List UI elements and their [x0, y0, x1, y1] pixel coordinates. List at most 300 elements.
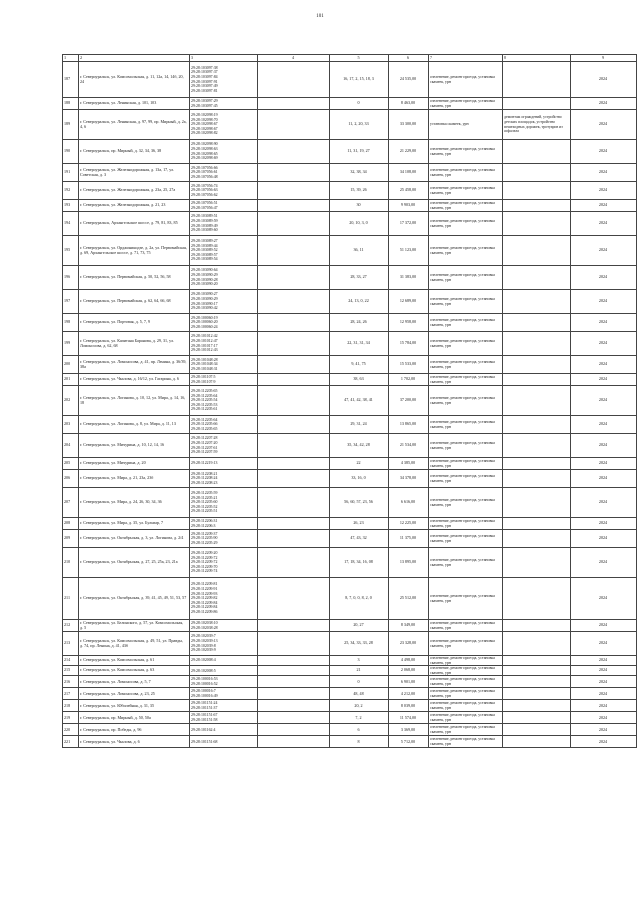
works-cell: озеленение, ремонт проезда, установка скамеек, урн [428, 620, 502, 632]
cadastral-cell [189, 470, 257, 488]
cadastral-number: 29:28:107056:63 [191, 188, 218, 193]
other-works-cell [502, 688, 570, 700]
row-number: 200 [63, 356, 79, 374]
row-number: 217 [63, 688, 79, 700]
lots-cell: 8 [329, 736, 388, 748]
lots-cell: 28, 33, 27 [329, 266, 388, 290]
cadastral-cell [189, 332, 257, 356]
address-cell: г. Североуральск, ул. Ломоносова, д. 23, 25 [78, 688, 189, 700]
cadastral-number: 29:28:112209:81 [191, 582, 218, 587]
lots-cell: 33, 16, 0 [329, 470, 388, 488]
other-works-cell [502, 290, 570, 314]
table-row [63, 518, 637, 530]
works-cell: установка скамеек, урн [428, 110, 502, 140]
lots-cell: 0 [329, 98, 388, 110]
cadastral-number: 29:28:102098:69 [191, 156, 218, 161]
row-number: 206 [63, 470, 79, 488]
area-cell: 4 385,00 [388, 458, 428, 470]
empty-cell [257, 666, 329, 676]
area-cell: 1 702,00 [388, 374, 428, 386]
other-works-cell [502, 314, 570, 332]
address-cell: г. Североуральск, пр. Победы, д. 96 [78, 724, 189, 736]
area-cell: 12 689,00 [388, 290, 428, 314]
year-cell: 2024 [570, 332, 636, 356]
cadastral-number: 29:28:100016:7 [191, 689, 216, 694]
area-cell: 23 328,00 [388, 632, 428, 656]
year-cell: 2024 [570, 314, 636, 332]
row-number: 208 [63, 518, 79, 530]
works-cell: озеленение, ремонт проезда, установка скамеек, урн [428, 676, 502, 688]
cadastral-number: 29:28:112205:51 [191, 509, 218, 514]
lots-cell: 3 [329, 656, 388, 666]
improvement-table [62, 54, 637, 748]
cadastral-cell [189, 712, 257, 724]
area-cell: 24 535,00 [388, 62, 428, 98]
empty-cell [257, 688, 329, 700]
address-cell: г. Североуральск, ул. Октябрьская, д. 3, ул. Логинова, д. 2/4 [78, 530, 189, 548]
empty-cell [257, 470, 329, 488]
address-cell: г. Североуральск, ул. Мира, д. 35, ул. Бульвар, 7 [78, 518, 189, 530]
empty-cell [257, 182, 329, 200]
other-works-cell [502, 458, 570, 470]
area-cell: 25 458,00 [388, 182, 428, 200]
lots-cell: 8, 7, 0, 0, 8, 2, 0 [329, 578, 388, 620]
address-cell: г. Североуральск, ул. Октябрьская, д. 39, 41, 45, 49, 51, 53, 57 [78, 578, 189, 620]
table-row [63, 470, 637, 488]
cadastral-number: 29:28:112209:93 [191, 591, 218, 596]
empty-cell [257, 140, 329, 164]
cadastral-cell [189, 62, 257, 98]
area-cell: 8 349,00 [388, 620, 428, 632]
area-cell: 13 865,00 [388, 416, 428, 434]
works-cell: озеленение, ремонт проезда, установка скамеек, урн [428, 488, 502, 518]
cadastral-number: 29:28:102098:63 [191, 146, 218, 151]
cadastral-number: 29:28:107056:47 [191, 205, 218, 210]
other-works-cell [502, 374, 570, 386]
cadastral-number: 29:28:112205:65 [191, 426, 218, 431]
empty-cell [257, 700, 329, 712]
empty-cell [257, 712, 329, 724]
cadastral-number: 29:28:107056:48 [191, 174, 218, 179]
lots-cell: 9, 41, 75 [329, 356, 388, 374]
cadastral-number: 29:28:112205:64 [191, 393, 218, 398]
empty-cell [257, 212, 329, 236]
row-number: 207 [63, 488, 79, 518]
lots-cell: 32, 38, 34 [329, 164, 388, 182]
works-cell: озеленение, ремонт проезда, установка скамеек, урн [428, 712, 502, 724]
cadastral-cell [189, 110, 257, 140]
cadastral-number: 29:28:101107:5 [191, 374, 216, 379]
cadastral-number: 29:28:101012:42 [191, 334, 218, 339]
cadastral-number: 29:28:112205:54 [191, 398, 218, 403]
row-number: 187 [63, 62, 79, 98]
cadastral-number: 29:28:112205:53 [191, 402, 218, 407]
works-cell: озеленение, ремонт проезда, установка скамеек, урн [428, 212, 502, 236]
cadastral-cell [189, 666, 257, 676]
cadastral-number: 29:28:102098:67 [191, 126, 218, 131]
other-works-cell [502, 236, 570, 266]
empty-cell [257, 620, 329, 632]
row-number: 205 [63, 458, 79, 470]
works-cell: озеленение, ремонт проезда, установка скамеек, урн [428, 736, 502, 748]
cadastral-number: 29:28:100060:24 [191, 324, 218, 329]
row-number: 218 [63, 700, 79, 712]
address-cell: г. Североуральск, ул. Комсомольская, д. 61 [78, 656, 189, 666]
address-cell: г. Североуральск, ул. Железнодорожная, д. 21, 23 [78, 200, 189, 212]
cadastral-number: 29:28:112205:59 [191, 490, 218, 495]
other-works-cell [502, 548, 570, 578]
lots-cell: 11, 31, 19, 27 [329, 140, 388, 164]
address-cell: г. Североуральск, ул. Капитана Баранова, д. 29, 31, ул. Ломоносова, д. 62, 68 [78, 332, 189, 356]
table-row [63, 700, 637, 712]
year-cell: 2024 [570, 182, 636, 200]
row-number: 195 [63, 236, 79, 266]
lots-cell: 16, 17, 2, 15, 18, 3 [329, 62, 388, 98]
cadastral-number: 29:28:107056:74 [191, 183, 218, 188]
other-works-cell [502, 98, 570, 110]
year-cell: 2024 [570, 688, 636, 700]
year-cell: 2024 [570, 98, 636, 110]
lots-cell: 15, 39, 26 [329, 182, 388, 200]
cadastral-number: 29:28:112207:59 [191, 450, 218, 455]
cadastral-number: 29:28:112209:70 [191, 564, 218, 569]
empty-cell [257, 416, 329, 434]
lots-cell: 30 [329, 200, 388, 212]
row-number: 201 [63, 374, 79, 386]
year-cell: 2024 [570, 356, 636, 374]
cadastral-cell [189, 700, 257, 712]
works-cell: озеленение, ремонт проезда, установка скамеек, урн [428, 458, 502, 470]
works-cell: озеленение, ремонт проезда, установка скамеек, урн [428, 666, 502, 676]
area-cell: 21 534,00 [388, 434, 428, 458]
col-number-1: 1 [63, 55, 79, 62]
address-cell: г. Североуральск, ул. Чкалова, д. 6 [78, 736, 189, 748]
cadastral-number: 29:28:112206:31 [191, 518, 218, 523]
empty-cell [257, 548, 329, 578]
address-cell: г. Североуральск, ул. Логинова, д. 8, ул. Мира, д. 11, 13 [78, 416, 189, 434]
row-number: 216 [63, 676, 79, 688]
cadastral-cell [189, 548, 257, 578]
area-cell: 13 895,00 [388, 548, 428, 578]
cadastral-number: 29:28:102098:70 [191, 117, 218, 122]
year-cell: 2024 [570, 164, 636, 182]
year-cell: 2024 [570, 632, 636, 656]
area-cell: 5 712,00 [388, 736, 428, 748]
table-row [63, 724, 637, 736]
cadastral-number: 29:28:112206:3 [191, 523, 216, 528]
table-row [63, 736, 637, 748]
cadastral-number: 29:28:103089:59 [191, 218, 218, 223]
cadastral-number: 29:28:101048:34 [191, 362, 218, 367]
cadastral-cell [189, 164, 257, 182]
other-works-cell [502, 632, 570, 656]
row-number: 193 [63, 200, 79, 212]
year-cell: 2024 [570, 140, 636, 164]
cadastral-number: 29:28:102039:8 [191, 643, 216, 648]
other-works-cell [502, 182, 570, 200]
row-number: 211 [63, 578, 79, 620]
cadastral-number: 29:28:102039:9 [191, 648, 216, 653]
table-row [63, 688, 637, 700]
cadastral-number: 29:28:102098:65 [191, 151, 218, 156]
cadastral-number: 29:28:103090:28 [191, 277, 218, 282]
cadastral-cell [189, 676, 257, 688]
other-works-cell [502, 666, 570, 676]
table-row [63, 676, 637, 688]
cadastral-number: 29:28:112205:66 [191, 422, 218, 427]
cadastral-number: 29:28:112219:13 [191, 461, 218, 466]
works-cell: озеленение, ремонт проезда, установка скамеек, урн [428, 140, 502, 164]
cadastral-cell [189, 458, 257, 470]
address-cell: г. Североуральск, ул. Мира, д. 24, 26, 30, 34, 36 [78, 488, 189, 518]
area-cell: 12 958,00 [388, 314, 428, 332]
cadastral-number: 29:28:112209:72 [191, 560, 218, 565]
empty-cell [257, 488, 329, 518]
area-cell: 4 212,00 [388, 688, 428, 700]
cadastral-cell [189, 200, 257, 212]
year-cell: 2024 [570, 724, 636, 736]
cadastral-cell [189, 656, 257, 666]
table-row [63, 632, 637, 656]
address-cell: г. Североуральск, ул. Железнодорожная, д. 23а, 25, 27а [78, 182, 189, 200]
table-row [63, 416, 637, 434]
year-cell: 2024 [570, 236, 636, 266]
area-cell: 34 378,00 [388, 470, 428, 488]
table-row [63, 290, 637, 314]
lots-cell: 20, 27 [329, 620, 388, 632]
cadastral-number: 29:28:112209:82 [191, 596, 218, 601]
other-works-cell [502, 530, 570, 548]
address-cell: г. Североуральск, пр. Мирный, д. 32, 34, 36, 38 [78, 140, 189, 164]
cadastral-cell [189, 724, 257, 736]
year-cell: 2024 [570, 212, 636, 236]
lots-cell: 28, 24, 26 [329, 314, 388, 332]
empty-cell [257, 314, 329, 332]
table-row [63, 578, 637, 620]
lots-cell: 26, 23 [329, 518, 388, 530]
row-number: 190 [63, 140, 79, 164]
area-cell: 17 372,00 [388, 212, 428, 236]
year-cell: 2024 [570, 712, 636, 724]
cadastral-cell [189, 632, 257, 656]
table-row [63, 666, 637, 676]
other-works-cell [502, 724, 570, 736]
area-cell: 8 039,00 [388, 700, 428, 712]
cadastral-number: 29:28:112205:90 [191, 536, 218, 541]
empty-cell [257, 736, 329, 748]
other-works-cell [502, 164, 570, 182]
cadastral-number: 29:28:101048:28 [191, 357, 218, 362]
table-row [63, 110, 637, 140]
area-cell: 2 068,00 [388, 666, 428, 676]
lots-cell: 56, 60, 57, 23, 56 [329, 488, 388, 518]
lots-cell: 17, 18, 34, 16, 08 [329, 548, 388, 578]
area-cell: 9 903,00 [388, 200, 428, 212]
cadastral-number: 29:28:103090:29 [191, 272, 218, 277]
empty-cell [257, 164, 329, 182]
address-cell: г. Североуральск, ул. Ломоносова, д. 41, пр. Ленина, д. 36/39, 38а [78, 356, 189, 374]
works-cell: озеленение, ремонт проезда, установка скамеек, урн [428, 578, 502, 620]
works-cell: озеленение, ремонт проезда, установка скамеек, урн [428, 416, 502, 434]
cadastral-number: 29:28:103089:52 [191, 248, 218, 253]
other-works-cell [502, 712, 570, 724]
empty-cell [257, 676, 329, 688]
year-cell: 2024 [570, 518, 636, 530]
works-cell: озеленение, ремонт проезда, установка скамеек, урн [428, 470, 502, 488]
cadastral-cell [189, 266, 257, 290]
cadastral-number: 29:28:103090:27 [191, 292, 218, 297]
cadastral-number: 29:28:112209:91 [191, 586, 218, 591]
other-works-cell [502, 266, 570, 290]
cadastral-cell [189, 314, 257, 332]
cadastral-number: 29:28:102098:19 [191, 112, 218, 117]
lots-cell: 29, 31, 24 [329, 416, 388, 434]
cadastral-number: 29:28:100060:20 [191, 320, 218, 325]
year-cell: 2024 [570, 488, 636, 518]
cadastral-cell [189, 530, 257, 548]
area-cell: 15 784,00 [388, 332, 428, 356]
cadastral-number: 29:28:101048:31 [191, 366, 218, 371]
year-cell: 2024 [570, 386, 636, 416]
other-works-cell [502, 736, 570, 748]
cadastral-cell [189, 140, 257, 164]
table-row [63, 656, 637, 666]
cadastral-number: 29:28:101017:17 [191, 343, 218, 348]
cadastral-number: 29:28:101151:24 [191, 701, 218, 706]
cadastral-number: 29:28:107056:62 [191, 192, 218, 197]
col-number-4: 4 [257, 55, 329, 62]
cadastral-number: 29:28:103090:64 [191, 268, 218, 273]
cadastral-number: 29:28:112205:21 [191, 495, 218, 500]
row-number: 219 [63, 712, 79, 724]
empty-cell [257, 374, 329, 386]
cadastral-number: 29:28:103089:60 [191, 228, 218, 233]
lots-cell: 6 [329, 724, 388, 736]
area-cell: 6 901,00 [388, 676, 428, 688]
cadastral-number: 29:28:107056:51 [191, 200, 218, 205]
table-row [63, 164, 637, 182]
cadastral-number: 29:28:103097:38 [191, 65, 218, 70]
year-cell: 2024 [570, 290, 636, 314]
table-row [63, 488, 637, 518]
cadastral-number: 29:28:102038:10 [191, 620, 218, 625]
row-number: 212 [63, 620, 79, 632]
cadastral-number: 29:28:107056:66 [191, 165, 218, 170]
lots-cell: 0 [329, 676, 388, 688]
works-cell: озеленение, ремонт проезда, установка скамеек, урн [428, 700, 502, 712]
year-cell: 2024 [570, 530, 636, 548]
row-number: 209 [63, 530, 79, 548]
area-cell: 21 229,00 [388, 140, 428, 164]
empty-cell [257, 656, 329, 666]
lots-cell: 36, 11 [329, 236, 388, 266]
cadastral-number: 29:28:103089:51 [191, 214, 218, 219]
year-cell: 2024 [570, 548, 636, 578]
year-cell: 2024 [570, 700, 636, 712]
address-cell: г. Североуральск, ул. Орджоникидзе, д. 2а, ул. Первомайская, д. 69, Архангельское шоссе, д. 71, 73, 75 [78, 236, 189, 266]
col-number-7: 7 [428, 55, 502, 62]
address-cell: г. Североуральск, ул. Октябрьская, д. 27, 25, 25а, 23, 21а [78, 548, 189, 578]
table-row [63, 356, 637, 374]
works-cell: озеленение, ремонт проезда, установка скамеек, урн [428, 530, 502, 548]
row-number: 194 [63, 212, 79, 236]
cadastral-number: 29:28:112207:61 [191, 445, 218, 450]
empty-cell [257, 98, 329, 110]
cadastral-number: 29:28:102008:5 [191, 668, 216, 673]
other-works-cell [502, 488, 570, 518]
cadastral-cell [189, 356, 257, 374]
table-row [63, 200, 637, 212]
cadastral-number: 29:28:101012:47 [191, 338, 218, 343]
cadastral-number: 29:28:102008:4 [191, 658, 216, 663]
lots-cell: 20, 2 [329, 700, 388, 712]
cadastral-number: 29:28:101151:67 [191, 713, 218, 718]
cadastral-number: 29:28:103089:49 [191, 223, 218, 228]
area-cell: 31 383,00 [388, 266, 428, 290]
cadastral-number: 29:28:112205:65 [191, 388, 218, 393]
cadastral-number: 29:28:112209:20 [191, 550, 218, 555]
area-cell: 4 498,00 [388, 656, 428, 666]
empty-cell [257, 290, 329, 314]
table-row [63, 236, 637, 266]
cadastral-number: 29:28:101162:4 [191, 727, 216, 732]
lots-cell: 38, 63 [329, 374, 388, 386]
year-cell: 2024 [570, 666, 636, 676]
cadastral-cell [189, 290, 257, 314]
cadastral-number: 29:28:103089:44 [191, 243, 218, 248]
table-row [63, 620, 637, 632]
cadastral-cell [189, 620, 257, 632]
row-number: 197 [63, 290, 79, 314]
table-row [63, 374, 637, 386]
lots-cell: 48, 48 [329, 688, 388, 700]
year-cell: 2024 [570, 416, 636, 434]
row-number: 199 [63, 332, 79, 356]
other-works-cell [502, 416, 570, 434]
col-number-5: 5 [329, 55, 388, 62]
works-cell: озеленение, ремонт проезда, установка скамеек, урн [428, 548, 502, 578]
other-works-cell [502, 700, 570, 712]
row-number: 215 [63, 666, 79, 676]
lots-cell: 22, 31, 31, 34 [329, 332, 388, 356]
cadastral-cell [189, 736, 257, 748]
cadastral-number: 29:28:112205:29 [191, 540, 218, 545]
table-row [63, 332, 637, 356]
other-works-cell [502, 332, 570, 356]
address-cell: г. Североуральск, ул. Железнодорожная, д. 13а, 17, ул. Советская, д. 3 [78, 164, 189, 182]
works-cell: озеленение, ремонт проезда, установка скамеек, урн [428, 386, 502, 416]
lots-cell: 20, 10, 3, 0 [329, 212, 388, 236]
table-row [63, 98, 637, 110]
works-cell: озеленение, ремонт проезда, установка скамеек, урн [428, 314, 502, 332]
row-number: 220 [63, 724, 79, 736]
col-number-8: 8 [502, 55, 570, 62]
cadastral-number: 29:28:112207:28 [191, 436, 218, 441]
other-works-cell [502, 434, 570, 458]
works-cell: озеленение, ремонт проезда, установка скамеек, урн [428, 356, 502, 374]
lots-cell: 35, 34, 42, 28 [329, 434, 388, 458]
address-cell: г. Североуральск, ул. Ломоносова, д. 5, 7 [78, 676, 189, 688]
row-number: 198 [63, 314, 79, 332]
row-number: 189 [63, 110, 79, 140]
works-cell: озеленение, ремонт проезда, установка скамеек, урн [428, 434, 502, 458]
area-cell: 8 463,00 [388, 98, 428, 110]
works-cell: озеленение, ремонт проезда, установка скамеек, урн [428, 182, 502, 200]
cadastral-number: 29:28:103097:37 [191, 70, 218, 75]
col-number-6: 6 [388, 55, 428, 62]
other-works-cell [502, 676, 570, 688]
empty-cell [257, 530, 329, 548]
